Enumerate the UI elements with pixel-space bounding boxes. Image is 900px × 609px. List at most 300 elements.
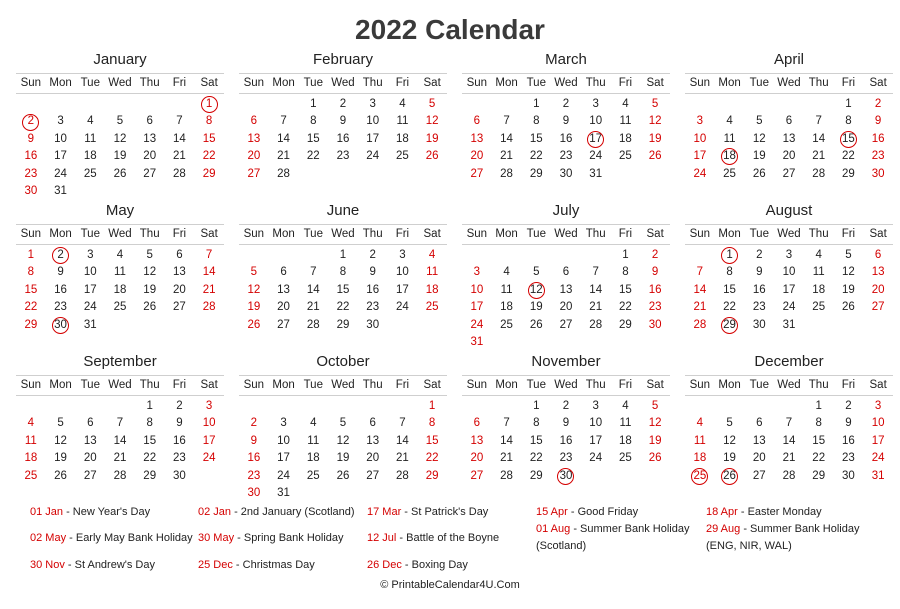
weekday-label: Thu — [139, 379, 160, 391]
day-cell: 7 — [815, 115, 822, 128]
day-cell: 1 — [845, 98, 852, 110]
day-cell: 24 — [202, 452, 216, 465]
day-cell: 18 — [306, 452, 320, 465]
day-cell: 27 — [83, 469, 97, 482]
day-cell: 22 — [723, 301, 736, 314]
day-cell: 24 — [54, 167, 67, 180]
day-cell: 5 — [651, 98, 659, 110]
day-cell: 14 — [500, 132, 513, 145]
empty-cell — [804, 96, 834, 113]
day-grid — [462, 96, 670, 183]
day-cell: 14 — [396, 434, 409, 447]
day-cell: 10 — [589, 417, 603, 430]
weekday-label: Sat — [423, 228, 441, 240]
empty-cell — [105, 398, 135, 415]
day-cell: 16 — [54, 283, 67, 296]
weekday-label: Mon — [49, 228, 72, 240]
empty-cell — [462, 247, 492, 264]
weekday-label: Fri — [841, 228, 856, 240]
empty-cell — [269, 398, 299, 415]
month-name: July — [552, 202, 580, 219]
day-cell: 28 — [782, 469, 796, 482]
holiday-item — [706, 504, 822, 521]
day-cell: 4 — [622, 400, 629, 412]
day-cell: 30 — [24, 184, 38, 197]
day-cell: 12 — [752, 132, 766, 145]
day-cell: 14 — [782, 434, 796, 447]
empty-cell — [165, 96, 195, 113]
day-cell: 8 — [726, 266, 733, 279]
day-cell: 9 — [651, 266, 659, 279]
day-cell: 3 — [369, 98, 376, 110]
weekday-label: Fri — [395, 379, 410, 391]
day-cell: 5 — [726, 417, 733, 430]
holiday-day-cell: 2 — [46, 247, 76, 264]
day-cell: 30 — [247, 486, 261, 499]
weekday-header — [462, 375, 670, 396]
weekday-label: Mon — [495, 77, 518, 89]
month-name: October — [316, 353, 370, 370]
weekday-label: Wed — [554, 77, 578, 89]
day-cell: 17 — [396, 283, 409, 296]
empty-cell — [774, 398, 804, 415]
day-cell: 22 — [306, 150, 320, 163]
day-cell: 18 — [619, 434, 632, 447]
empty-cell — [744, 96, 774, 113]
day-cell: 19 — [425, 132, 439, 145]
day-cell: 24 — [366, 150, 380, 163]
day-cell: 8 — [533, 115, 540, 128]
day-cell: 7 — [205, 249, 213, 261]
day-cell: 20 — [752, 452, 766, 465]
day-cell: 29 — [619, 318, 632, 331]
day-cell: 10 — [589, 115, 603, 128]
day-cell: 10 — [693, 132, 707, 145]
day-cell: 15 — [529, 434, 543, 447]
weekday-label: Sun — [20, 228, 42, 240]
weekday-label: Wed — [777, 228, 801, 240]
holiday-name: - Spring Bank Holiday — [234, 532, 344, 544]
weekday-label: Fri — [841, 379, 856, 391]
weekday-label: Wed — [108, 77, 132, 89]
weekday-label: Mon — [49, 77, 72, 89]
day-cell: 28 — [693, 318, 707, 331]
day-cell: 4 — [399, 98, 406, 110]
day-cell: 29 — [143, 469, 157, 482]
day-cell: 25 — [500, 318, 513, 331]
day-cell: 28 — [113, 469, 127, 482]
day-cell: 2 — [845, 400, 852, 412]
day-cell: 31 — [277, 486, 290, 499]
holiday-day-cell: 17 — [581, 131, 611, 148]
day-cell: 9 — [756, 266, 763, 279]
day-cell: 27 — [470, 167, 484, 180]
day-cell: 5 — [116, 115, 124, 128]
day-cell: 15 — [619, 283, 632, 296]
day-cell: 6 — [250, 115, 258, 128]
day-cell: 19 — [247, 301, 261, 314]
month-march — [462, 50, 670, 183]
day-cell: 25 — [812, 301, 826, 314]
day-cell: 19 — [842, 283, 855, 296]
weekday-label: Wed — [331, 379, 355, 391]
day-cell: 13 — [277, 283, 290, 296]
empty-cell — [135, 96, 165, 113]
weekday-label: Sun — [689, 379, 711, 391]
weekday-label: Fri — [618, 77, 633, 89]
day-cell: 9 — [250, 434, 258, 447]
day-cell: 31 — [589, 167, 603, 180]
day-cell: 14 — [173, 132, 186, 145]
weekday-label: Fri — [172, 228, 187, 240]
day-cell: 21 — [173, 150, 186, 163]
day-cell: 29 — [842, 167, 855, 180]
weekday-label: Sun — [689, 228, 711, 240]
day-cell: 31 — [54, 184, 67, 197]
day-cell: 26 — [425, 150, 439, 163]
day-cell: 22 — [619, 301, 632, 314]
day-cell: 21 — [306, 301, 320, 314]
day-cell: 23 — [366, 301, 380, 314]
holiday-item — [198, 530, 344, 547]
weekday-label: Sun — [466, 379, 488, 391]
empty-cell — [685, 96, 715, 113]
day-cell: 23 — [173, 452, 186, 465]
day-cell: 17 — [277, 452, 290, 465]
month-name: September — [83, 353, 157, 370]
day-cell: 24 — [396, 301, 409, 314]
day-cell: 13 — [470, 132, 484, 145]
empty-cell — [16, 398, 46, 415]
weekday-label: Sun — [466, 77, 488, 89]
holiday-date: 30 Nov — [30, 559, 65, 571]
day-cell: 16 — [871, 132, 885, 145]
day-cell: 27 — [782, 167, 796, 180]
calendar-title: 2022 Calendar — [355, 14, 545, 45]
weekday-label: Thu — [585, 228, 606, 240]
day-cell: 15 — [306, 132, 320, 145]
day-cell: 11 — [619, 115, 632, 128]
month-name: August — [765, 202, 813, 219]
day-cell: 20 — [277, 301, 290, 314]
day-cell: 15 — [425, 434, 439, 447]
month-name: March — [545, 51, 587, 68]
day-cell: 4 — [622, 98, 629, 110]
day-cell: 19 — [752, 150, 766, 163]
day-cell: 26 — [648, 150, 662, 163]
day-cell: 16 — [247, 452, 261, 465]
day-cell: 27 — [470, 469, 484, 482]
day-cell: 15 — [143, 434, 157, 447]
weekday-label: Wed — [554, 379, 578, 391]
day-cell: 14 — [589, 283, 603, 296]
holiday-date: 26 Dec — [367, 559, 402, 571]
day-cell: 18 — [113, 283, 127, 296]
weekday-label: Sat — [646, 379, 664, 391]
day-cell: 7 — [785, 417, 793, 430]
day-cell: 9 — [57, 266, 64, 279]
holiday-name: - St Patrick's Day — [401, 506, 489, 518]
weekday-header — [462, 224, 670, 245]
day-cell: 26 — [54, 469, 67, 482]
empty-cell — [715, 96, 745, 113]
day-cell: 30 — [559, 167, 573, 180]
holiday-item — [367, 504, 488, 521]
weekday-label: Tue — [80, 228, 100, 240]
day-cell: 22 — [202, 150, 216, 163]
day-cell: 7 — [176, 115, 183, 128]
day-cell: 28 — [306, 318, 320, 331]
day-cell: 29 — [24, 318, 38, 331]
empty-cell — [75, 96, 105, 113]
weekday-label: Sun — [243, 228, 265, 240]
day-cell: 9 — [176, 417, 183, 430]
day-cell: 12 — [425, 115, 439, 128]
day-cell: 6 — [87, 417, 94, 430]
day-cell: 21 — [500, 452, 513, 465]
month-may — [16, 201, 224, 334]
day-cell: 9 — [845, 417, 852, 430]
day-cell: 11 — [24, 434, 37, 447]
weekday-label: Sat — [646, 228, 664, 240]
day-cell: 23 — [54, 301, 67, 314]
weekday-label: Sat — [646, 77, 664, 89]
empty-cell — [358, 398, 388, 415]
day-cell: 31 — [782, 318, 796, 331]
holiday-name: - Boxing Day — [401, 559, 468, 571]
day-cell: 11 — [114, 266, 126, 279]
holiday-date: 01 Aug — [536, 523, 571, 535]
month-february — [239, 50, 447, 183]
day-cell: 18 — [425, 283, 439, 296]
day-cell: 10 — [782, 266, 796, 279]
weekday-label: Mon — [272, 228, 295, 240]
weekday-label: Mon — [272, 77, 295, 89]
weekday-label: Tue — [80, 77, 100, 89]
day-cell: 9 — [27, 132, 35, 145]
day-cell: 11 — [307, 434, 320, 447]
empty-cell — [75, 398, 105, 415]
day-cell: 4 — [116, 249, 124, 261]
day-cell: 21 — [589, 301, 603, 314]
weekday-label: Sun — [20, 77, 42, 89]
day-cell: 7 — [503, 417, 510, 430]
day-cell: 16 — [336, 132, 350, 145]
day-cell: 11 — [500, 283, 513, 296]
day-cell: 12 — [247, 283, 261, 296]
holiday-item — [367, 557, 468, 574]
day-cell: 8 — [815, 417, 822, 430]
day-cell: 21 — [782, 452, 796, 465]
day-cell: 24 — [589, 452, 603, 465]
day-cell: 25 — [723, 167, 736, 180]
day-cell: 28 — [202, 301, 216, 314]
day-cell: 28 — [173, 167, 186, 180]
day-cell: 1 — [27, 249, 35, 261]
holiday-name: - Easter Monday — [737, 506, 822, 518]
day-cell: 22 — [842, 150, 855, 163]
day-grid — [239, 96, 447, 183]
day-cell: 15 — [812, 434, 826, 447]
month-name: November — [531, 353, 601, 370]
day-cell: 9 — [369, 266, 376, 279]
weekday-label: Mon — [495, 379, 518, 391]
day-cell: 1 — [310, 98, 317, 110]
day-cell: 26 — [529, 318, 543, 331]
weekday-header — [16, 375, 224, 396]
empty-cell — [551, 247, 581, 264]
day-cell: 18 — [396, 132, 409, 145]
month-october — [239, 352, 447, 502]
day-cell: 29 — [425, 469, 439, 482]
holiday-name: - New Year's Day — [63, 506, 151, 518]
weekday-label: Sun — [20, 379, 42, 391]
weekday-label: Tue — [303, 379, 323, 391]
day-cell: 5 — [339, 417, 347, 430]
holiday-date: 18 Apr — [706, 506, 738, 518]
holiday-item — [30, 504, 150, 521]
day-cell: 14 — [812, 132, 826, 145]
day-cell: 22 — [24, 301, 38, 314]
month-july — [462, 201, 670, 351]
weekday-label: Sat — [200, 228, 218, 240]
footer-credit: © PrintableCalendar4U.Com — [380, 579, 520, 591]
day-cell: 23 — [24, 167, 38, 180]
day-cell: 20 — [173, 283, 186, 296]
empty-cell — [492, 96, 522, 113]
holiday-item — [367, 530, 499, 547]
day-cell: 10 — [470, 283, 484, 296]
day-cell: 14 — [113, 434, 127, 447]
day-cell: 27 — [143, 167, 157, 180]
day-cell: 21 — [693, 301, 707, 314]
day-cell: 25 — [396, 150, 409, 163]
month-name: December — [754, 353, 824, 370]
weekday-label: Fri — [172, 77, 187, 89]
holiday-day-cell: 1 — [194, 96, 224, 113]
holiday-name: - 2nd January (Scotland) — [231, 506, 355, 518]
holiday-date: 29 Aug — [706, 523, 741, 535]
day-grid — [16, 247, 224, 334]
weekday-label: Tue — [749, 379, 769, 391]
weekday-header — [462, 73, 670, 94]
day-cell: 9 — [874, 115, 882, 128]
day-cell: 19 — [54, 452, 67, 465]
day-cell: 25 — [83, 167, 97, 180]
weekday-label: Thu — [585, 379, 606, 391]
day-cell: 13 — [173, 266, 186, 279]
day-cell: 27 — [559, 318, 573, 331]
day-cell: 16 — [559, 434, 573, 447]
day-cell: 5 — [651, 400, 659, 412]
day-cell: 29 — [529, 167, 543, 180]
holiday-item — [706, 521, 859, 555]
empty-cell — [388, 398, 418, 415]
weekday-label: Wed — [777, 77, 801, 89]
empty-cell — [685, 398, 715, 415]
day-cell: 1 — [815, 400, 822, 412]
day-cell: 17 — [693, 150, 707, 163]
holiday-date: 01 Jan — [30, 506, 64, 518]
day-cell: 28 — [396, 469, 409, 482]
day-cell: 2 — [562, 400, 570, 412]
weekday-label: Mon — [272, 379, 295, 391]
holiday-date: 02 May — [30, 532, 67, 544]
day-cell: 13 — [871, 266, 885, 279]
day-cell: 4 — [815, 249, 822, 261]
day-cell: 10 — [54, 132, 67, 145]
day-cell: 3 — [592, 400, 599, 412]
day-cell: 17 — [366, 132, 380, 145]
day-cell: 5 — [533, 266, 540, 279]
empty-cell — [462, 96, 492, 113]
day-cell: 16 — [842, 434, 855, 447]
day-cell: 11 — [693, 434, 706, 447]
weekday-label: Thu — [139, 228, 160, 240]
holiday-note: (Scotland) — [536, 540, 587, 552]
holiday-day-cell: 2 — [16, 113, 46, 130]
weekday-label: Tue — [303, 228, 323, 240]
day-cell: 24 — [782, 301, 796, 314]
weekday-label: Sat — [200, 379, 218, 391]
weekday-label: Wed — [331, 77, 355, 89]
day-cell: 6 — [280, 266, 287, 279]
day-cell: 16 — [24, 150, 38, 163]
holiday-day-cell: 30 — [46, 317, 76, 334]
day-cell: 31 — [871, 469, 885, 482]
weekday-label: Wed — [108, 228, 132, 240]
weekday-header — [16, 73, 224, 94]
day-cell: 30 — [648, 318, 662, 331]
empty-cell — [462, 398, 492, 415]
empty-cell — [16, 96, 46, 113]
day-cell: 7 — [592, 266, 599, 279]
day-cell: 14 — [306, 283, 320, 296]
month-december — [685, 352, 893, 485]
day-cell: 15 — [336, 283, 350, 296]
day-cell: 4 — [310, 417, 317, 430]
weekday-label: Fri — [841, 77, 856, 89]
day-cell: 3 — [87, 249, 94, 261]
day-cell: 16 — [648, 283, 662, 296]
day-cell: 27 — [752, 469, 766, 482]
day-cell: 28 — [500, 167, 513, 180]
day-cell: 3 — [399, 249, 406, 261]
holiday-name: - Battle of the Boyne — [396, 532, 500, 544]
day-cell: 23 — [336, 150, 350, 163]
day-cell: 13 — [83, 434, 97, 447]
month-name: February — [312, 51, 374, 68]
day-cell: 26 — [247, 318, 261, 331]
empty-cell — [492, 398, 522, 415]
day-cell: 8 — [622, 266, 629, 279]
month-name: April — [773, 51, 804, 68]
weekday-label: Mon — [495, 228, 518, 240]
day-cell: 10 — [202, 417, 216, 430]
day-cell: 7 — [503, 115, 510, 128]
month-june — [239, 201, 447, 334]
day-cell: 14 — [202, 266, 216, 279]
weekday-label: Tue — [526, 77, 546, 89]
day-cell: 7 — [280, 115, 287, 128]
day-cell: 20 — [143, 150, 157, 163]
day-cell: 20 — [83, 452, 97, 465]
day-cell: 2 — [176, 400, 183, 412]
day-cell: 27 — [277, 318, 290, 331]
day-cell: 21 — [113, 452, 127, 465]
weekday-label: Fri — [395, 228, 410, 240]
empty-cell — [269, 247, 299, 264]
